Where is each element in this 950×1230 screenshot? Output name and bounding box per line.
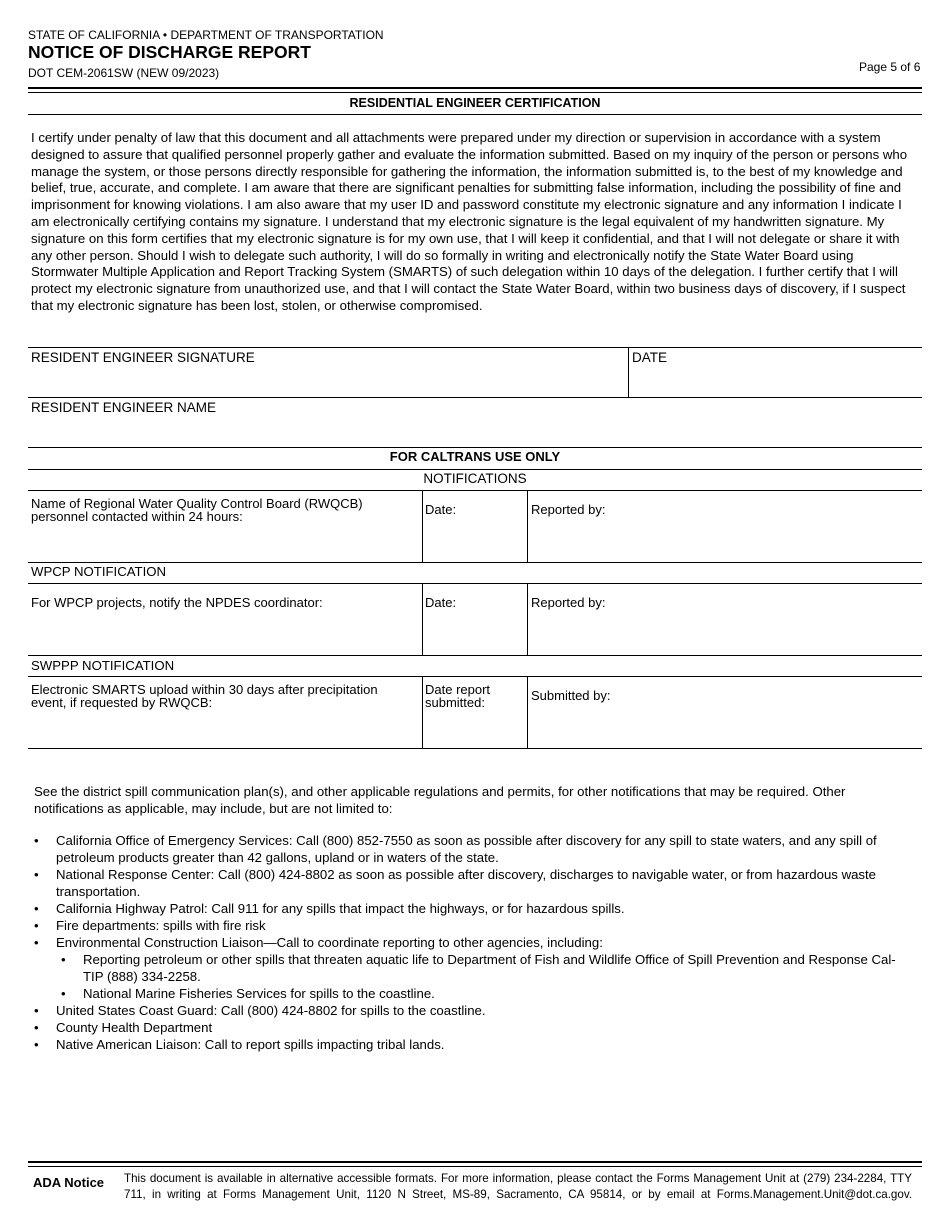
form-title: NOTICE OF DISCHARGE REPORT	[28, 42, 311, 62]
footer-rule-thin	[28, 1166, 922, 1167]
list-item: • Fire departments: spills with fire risk	[34, 918, 266, 933]
signature-field[interactable]	[28, 366, 626, 394]
page-number: Page 5 of 6	[859, 60, 921, 74]
notifications-list	[34, 832, 914, 1053]
date-field[interactable]	[630, 366, 920, 394]
top-rule-thin	[28, 92, 922, 93]
agency-line: STATE OF CALIFORNIA • DEPARTMENT OF TRANSPORTATION	[28, 28, 384, 42]
certification-text: I certify under penalty of law that this document and all attachments were prepared under my direction or supervision in accordance with a system designed to assure that qualified personnel properly gather and evaluate the information submitted. Based on my inquiry of the person or persons who manage the system, or those persons directly responsible for gathering the information, the information submitted is, to the best of my knowledge and belief, true, accurate, and complete. I am aware that there are significant penalties for submitting false information, including the possibility of fine and imprisonment for knowing violations. I am also aware that my user ID and password constitute my electronic signature and any information I indicate I am electronically certifying contains my signature. I understand that my electronic signature is the legal equivalent of my handwritten signature. My signature on this form certifies that my electronic signature is for my own use, that I will keep it confidential, and that I will not delegate or share it with any other person. Should I wish to delegate such authority, I will do so formally in writing and electronically notify the State Water Board using Stormwater Multiple Application and Report Tracking System (SMARTS) of such delegation within 10 days of the delegation. I further certify that I will protect my electronic signature from unauthorized use, and that I will contact the State Water Board, within two business days of discovery, if I suspect that my electronic signature has been lost, stolen, or otherwise compromised.	[31, 130, 908, 313]
list-item: • Environmental Construction Liaison—Call to coordinate reporting to other agencies, including: • Reporting petroleum or other spills that threaten aquatic life to Department of Fish and Wildlife Office of Spill Prevention and Response Cal-TIP (888) 334-2258. • National Marine Fisheries Services for spills to the coastline.	[34, 934, 914, 1002]
divider	[28, 583, 922, 584]
notifications-label: NOTIFICATIONS	[423, 471, 527, 486]
footer-rule	[28, 1161, 922, 1163]
caltrans-heading: FOR CALTRANS USE ONLY	[389, 449, 561, 464]
bullet: •	[61, 986, 66, 1001]
swppp-heading: SWPPP NOTIFICATION	[31, 658, 175, 673]
divider	[527, 490, 528, 562]
bullet: •	[34, 901, 39, 916]
swppp-submitted-by-label: Submitted by:	[531, 688, 611, 703]
bullet: •	[34, 867, 39, 882]
divider	[527, 676, 528, 748]
list-item: • California Highway Patrol: Call 911 for any spills that impact the highways, or for hazardous spills.	[34, 901, 625, 916]
certification-heading: RESIDENTIAL ENGINEER CERTIFICATION	[349, 96, 601, 110]
divider	[28, 397, 922, 398]
rwqcb-reported-by-label: Reported by:	[531, 502, 606, 517]
list-item: • United States Coast Guard: Call (800) 424-8802 for spills to the coastline.	[34, 1003, 486, 1018]
divider	[422, 490, 423, 562]
name-field[interactable]	[28, 416, 920, 444]
swppp-date-label: Date report submitted:	[425, 682, 491, 710]
ada-notice-text: This document is available in alternative accessible formats. For more information, please contact the Forms Management Unit at (279) 234-2284, TTY 711, in writing at Forms Management Unit, 1120 N Street, MS-89, Sacramento, CA 95814, or by email at Forms.Management.Unit@dot.ca.gov.	[124, 1172, 912, 1201]
bullet: •	[34, 918, 39, 933]
divider	[28, 447, 922, 448]
list-item: • Native American Liaison: Call to report spills impacting tribal lands.	[34, 1037, 445, 1052]
divider	[28, 748, 922, 749]
top-rule	[28, 87, 922, 89]
signature-label: RESIDENT ENGINEER SIGNATURE	[31, 350, 255, 365]
list-item: • County Health Department	[34, 1020, 213, 1035]
swppp-label: Electronic SMARTS upload within 30 days after precipitation event, if requested by RWQCB:	[31, 682, 378, 710]
date-label: DATE	[632, 350, 668, 365]
divider	[28, 562, 922, 563]
rwqcb-label: Name of Regional Water Quality Control Board (RWQCB) personnel contacted within 24 hours:	[31, 496, 363, 524]
divider	[527, 583, 528, 655]
ada-notice-title: ADA Notice	[33, 1175, 105, 1190]
wpcp-heading: WPCP NOTIFICATION	[31, 564, 167, 579]
bullet: •	[34, 935, 39, 950]
divider	[422, 583, 423, 655]
divider	[28, 676, 922, 677]
sub-list	[56, 951, 914, 1002]
divider	[28, 655, 922, 656]
wpcp-reported-by-label: Reported by:	[531, 595, 606, 610]
divider	[422, 676, 423, 748]
bullet: •	[61, 952, 66, 967]
divider	[28, 114, 922, 115]
rwqcb-date-label: Date:	[425, 502, 457, 517]
divider	[28, 469, 922, 470]
list-item: • California Office of Emergency Services: Call (800) 852-7550 as soon as possible after discovery for any spill to state waters, and any spill of petroleum products greater than 42 gallons, upland or in waters of the state.	[34, 833, 877, 865]
wpcp-date-label: Date:	[425, 595, 457, 610]
wpcp-label: For WPCP projects, notify the NPDES coordinator:	[31, 595, 323, 610]
name-label: RESIDENT ENGINEER NAME	[31, 400, 217, 415]
form-number: DOT CEM-2061SW (NEW 09/2023)	[28, 66, 220, 80]
divider	[28, 347, 922, 348]
sub-list-item: • Reporting petroleum or other spills that threaten aquatic life to Department of Fish and Wildlife Office of Spill Prevention and Response Cal-TIP (888) 334-2258.	[61, 952, 896, 984]
sub-list-item: • National Marine Fisheries Services for spills to the coastline.	[61, 986, 435, 1001]
list-item: • National Response Center: Call (800) 424-8802 as soon as possible after discovery, discharges to navigable water, or from hazardous waste transportation.	[34, 867, 877, 899]
divider	[28, 490, 922, 491]
divider	[628, 347, 629, 397]
bullet: •	[34, 1037, 39, 1052]
bullet: •	[34, 1020, 39, 1035]
bullet: •	[34, 1003, 39, 1018]
notifications-intro: See the district spill communication plan(s), and other applicable regulations and permits, for other notifications that may be required. Other notifications as applicable, may include, but are not limited to:	[34, 784, 846, 816]
bullet: •	[34, 833, 39, 848]
